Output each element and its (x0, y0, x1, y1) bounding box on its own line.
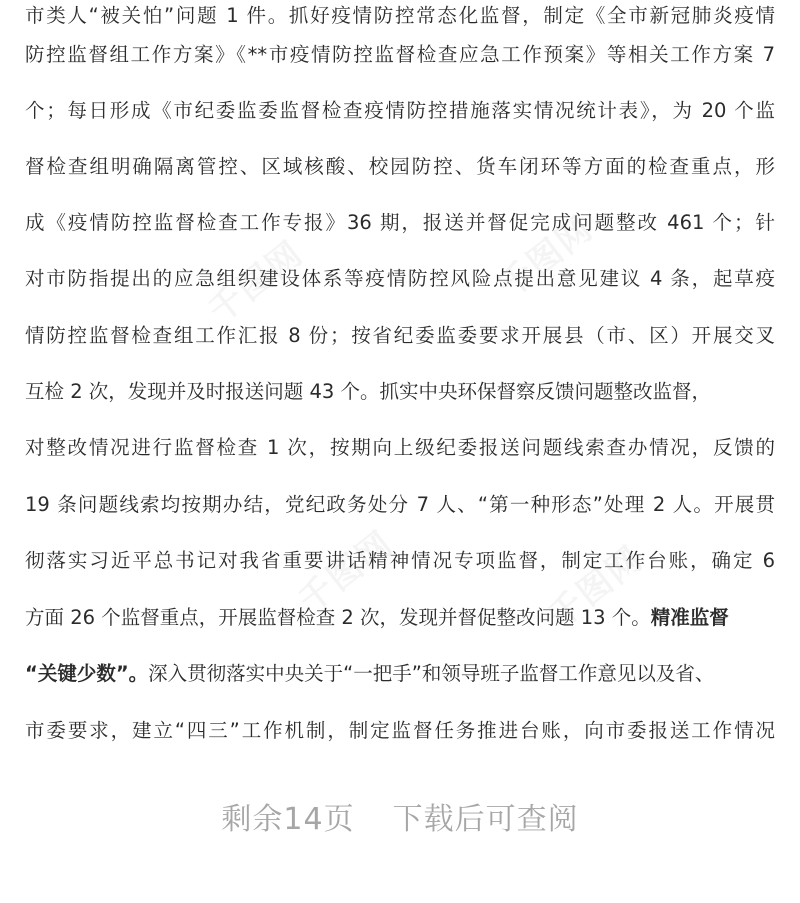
text-line (25, 604, 775, 632)
text-line: 督检查组明确隔离管控、区域核酸、校园防控、货车闭环等方面的检查重点，形 (25, 155, 775, 178)
bold-heading: 精准监督 (650, 606, 729, 629)
download-hint-label: 下载后可查阅 (392, 802, 579, 837)
remaining-pages-label: 剩余14页 (221, 802, 355, 837)
text-segment: 深入贯彻落实中央关于“一把手”和领导班子监督工作意见以及省、 (148, 662, 715, 685)
text-segment: 方面 26 个监督重点，开展监督检查 2 次，发现并督促整改问题 13 个。 (25, 606, 651, 629)
text-line (25, 660, 775, 688)
text-line: 成《疫情防控监督检查工作专报》36 期，报送并督促完成问题整改 461 个；针 (25, 211, 775, 234)
text-line: 彻落实习近平总书记对我省重要讲话精神情况专项监督，制定工作台账，确定 6 (25, 549, 775, 572)
text-line: 个；每日形成《市纪委监委监督检查疫情防控措施落实情况统计表》，为 20 个监 (25, 99, 775, 122)
bold-heading: “关键少数”。 (25, 662, 149, 685)
preview-limit-banner[interactable] (0, 800, 800, 840)
watermark-logo: 千图网 (291, 523, 402, 622)
text-line: 对整改情况进行监督检查 1 次，按期向上级纪委报送问题线索查办情况，反馈的 (25, 436, 775, 459)
text-line: 市类人“被关怕”问题 1 件。抓好疫情防控常态化监督，制定《全市新冠肺炎疫情 (25, 4, 775, 27)
text-line: 情防控监督检查组工作汇报 8 份；按省纪委监委要求开展县（市、区）开展交叉 (25, 324, 775, 347)
watermark-logo: 千图网 (201, 233, 312, 332)
text-line: 对市防指提出的应急组织建设体系等疫情防控风险点提出意见建议 4 条，起草疫 (25, 267, 775, 290)
text-line: 互检 2 次，发现并及时报送问题 43 个。抓实中央环保督察反馈问题整改监督， (25, 380, 712, 403)
text-line: 市委要求，建立“四三”工作机制，制定监督任务推进台账，向市委报送工作情况 (25, 719, 775, 742)
watermark-logo: 千图网 (541, 538, 652, 637)
watermark-logo: 千图网 (491, 208, 602, 307)
text-line: 19 条问题线索均按期办结，党纪政务处分 7 人、“第一种形态”处理 2 人。开展贯 (25, 493, 775, 516)
text-line: 防控监督组工作方案》《**市疫情防控监督检查应急工作预案》等相关工作方案 7 (25, 43, 775, 66)
